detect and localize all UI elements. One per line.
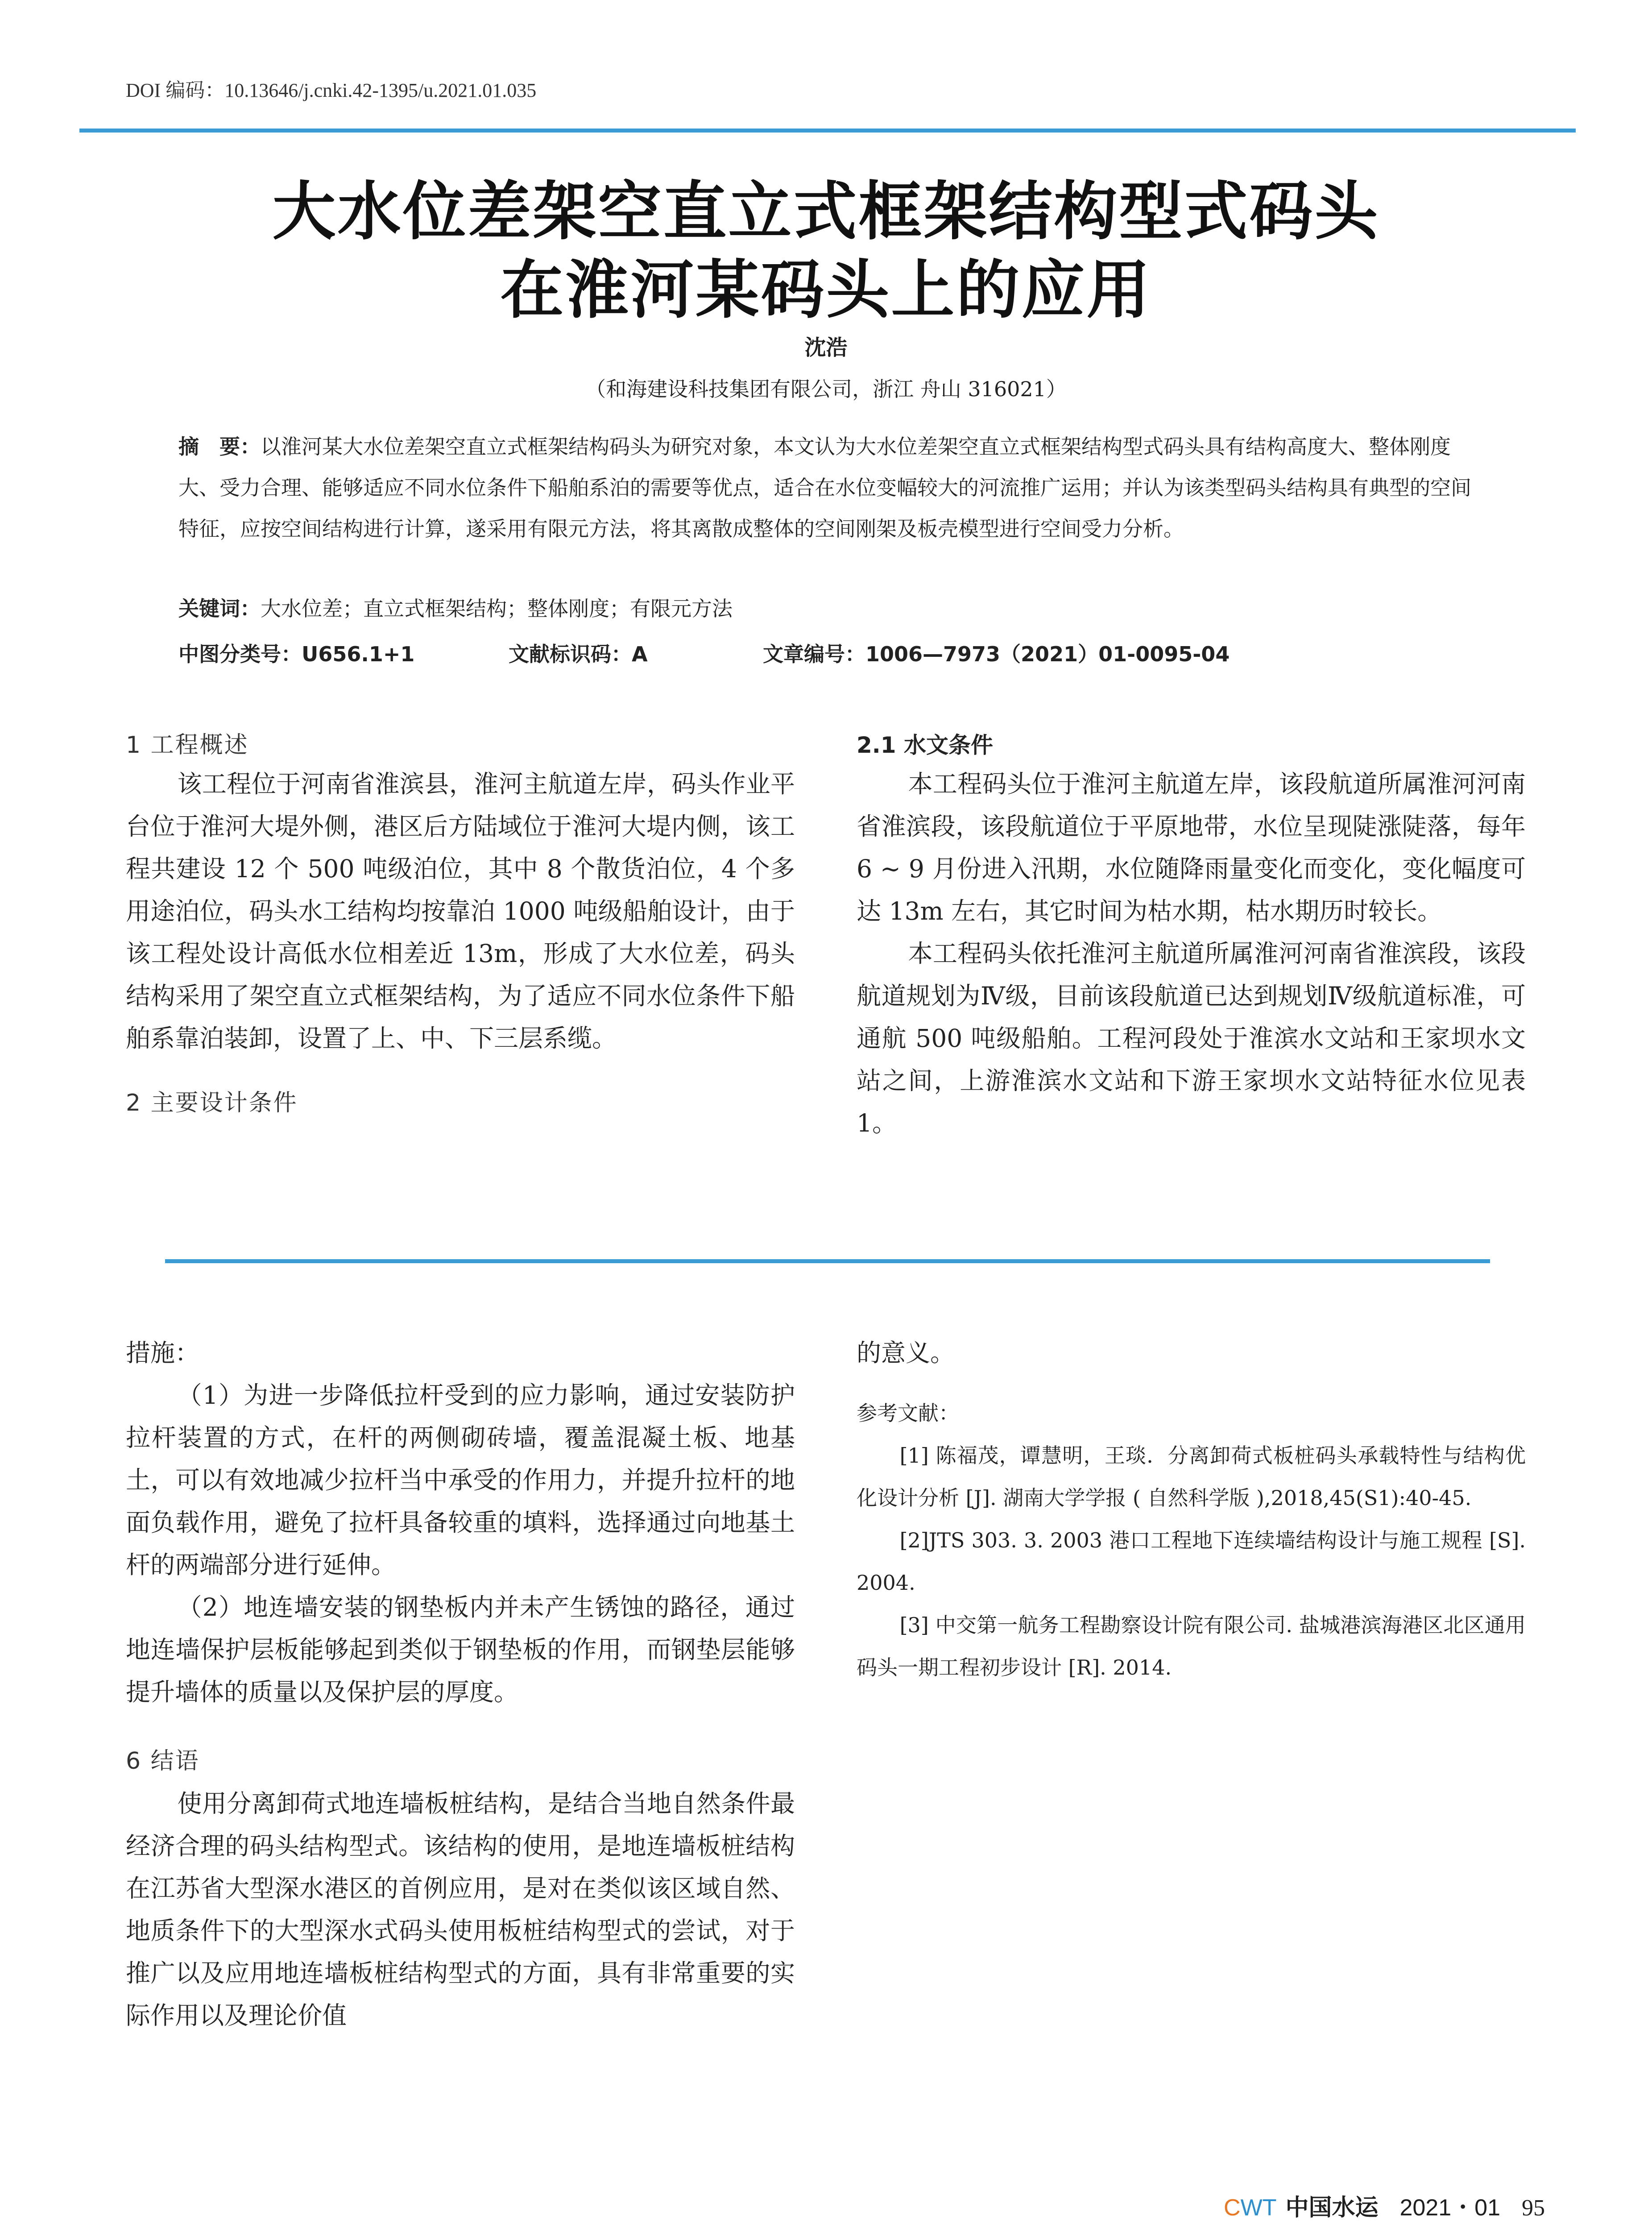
bottom-left-column bbox=[126, 1332, 795, 2037]
issue-number: 2021・01 bbox=[1399, 2195, 1500, 2221]
conclusion-continuation: 的意义。 bbox=[857, 1339, 955, 1367]
page-number: 95 bbox=[1522, 2195, 1545, 2221]
top-right-column bbox=[857, 727, 1526, 1145]
abstract-text: 以淮河某大水位差架空直立式框架结构码头为研究对象，本文认为大水位差架空直立式框架结构型式码头具有结构高度大、整体刚度大、受力合理、能够适应不同水位条件下船舶系泊的需要等优点，适合在水位变幅较大的河流推广运用；并认为该类型码头结构具有典型的空间特征，应按空间结构进行计算，遂采用有限元方法，将其离散成整体的空间刚架及板壳模型进行空间受力分析。 bbox=[178, 435, 1471, 541]
section-1-heading: 1 工程概述 bbox=[126, 732, 249, 759]
keywords-text: 大水位差；直立式框架结构；整体刚度；有限元方法 bbox=[261, 597, 733, 621]
document-code: 文献标识码：A bbox=[509, 642, 648, 666]
keywords bbox=[178, 588, 1486, 629]
clc-number: 中图分类号：U656.1+1 bbox=[178, 642, 415, 666]
section-1-paragraph: 该工程位于河南省淮滨县，淮河主航道左岸，码头作业平台位于淮河大堤外侧，港区后方陆域位于淮河大堤内侧，该工程共建设 12 个 500 吨级泊位，其中 8 个散货泊位，4 个多用途泊位，码头水工结构均按靠泊 1000 吨级船舶设计，由于该工程处设计高低水位相差近 13m，形成了大水位差，码头结构采用了架空直立式框架结构，为了适应不同水位条件下船舶系靠泊装卸，设置了上、中、下三层系缆。 bbox=[126, 770, 795, 1053]
references bbox=[857, 1392, 1526, 1689]
section-divider bbox=[165, 1259, 1490, 1263]
top-rule bbox=[79, 129, 1576, 133]
abstract bbox=[178, 426, 1486, 549]
section-6-heading: 6 结语 bbox=[126, 1748, 200, 1775]
hydrology-paragraph-2: 本工程码头依托淮河主航道所属淮河河南省淮滨段，该段航道规划为Ⅳ级，目前该段航道已达到规划Ⅳ级航道标准，可通航 500 吨级船舶。工程河段处于淮滨水文站和王家坝水文站之间，上游淮滨水文站和下游王家坝水文站特征水位见表 1。 bbox=[857, 939, 1526, 1137]
reference-3: [3] 中交第一航务工程勘察设计院有限公司. 盐城港滨海港区北区通用码头一期工程初步设计 [R]. 2014. bbox=[857, 1613, 1526, 1679]
bottom-right-column bbox=[857, 1332, 1526, 1689]
reference-2: [2]JTS 303. 3. 2003 港口工程地下连续墙结构设计与施工规程 [S]. 2004. bbox=[857, 1528, 1526, 1595]
measures-lead: 措施： bbox=[126, 1339, 200, 1367]
paper-title-line1: 大水位差架空直立式框架结构型式码头 bbox=[272, 174, 1380, 249]
reference-1: [1] 陈福茂，谭慧明，王琰．分离卸荷式板桩码头承载特性与结构优化设计分析 [J]. 湖南大学学报 ( 自然科学版 ),2018,45(S1):40-45. bbox=[857, 1443, 1526, 1510]
article-number: 文章编号：1006—7973（2021）01-0095-04 bbox=[763, 642, 1230, 666]
keywords-label: 关键词： bbox=[178, 597, 261, 621]
affiliation: （和海建设科技集团有限公司，浙江 舟山 316021） bbox=[585, 377, 1067, 401]
hydrology-paragraph-1: 本工程码头位于淮河主航道左岸，该段航道所属淮河河南省淮滨段，该段航道位于平原地带，水位呈现陡涨陡落，每年 6 ~ 9 月份进入汛期，水位随降雨量变化而变化，变化幅度可达 13m 左右，其它时间为枯水期，枯水期历时较长。 bbox=[857, 770, 1526, 925]
author: 沈浩 bbox=[804, 335, 848, 360]
magazine-name: 中国水运 bbox=[1285, 2194, 1379, 2221]
logo-wt: WT bbox=[1240, 2195, 1277, 2221]
measure-item-1: （1）为进一步降低拉杆受到的应力影响，通过安装防护拉杆装置的方式，在杆的两侧砌砖墙，覆盖混凝土板、地基土，可以有效地减少拉杆当中承受的作用力，并提升拉杆的地面负载作用，避免了拉杆具备较重的填料，选择通过向地基土杆的两端部分进行延伸。 bbox=[126, 1381, 795, 1579]
paper-title-line2: 在淮河某码头上的应用 bbox=[500, 253, 1152, 327]
section-2-heading: 2 主要设计条件 bbox=[126, 1090, 298, 1116]
subsection-2-1-heading: 2.1 水文条件 bbox=[857, 732, 993, 758]
page-footer bbox=[1224, 2189, 1545, 2222]
conclusion-paragraph: 使用分离卸荷式地连墙板桩结构，是结合当地自然条件最经济合理的码头结构型式。该结构的使用，是地连墙板桩结构在江苏省大型深水港区的首例应用，是对在类似该区域自然、地质条件下的大型深水式码头使用板桩结构型式的尝试，对于推广以及应用地连墙板桩结构型式的方面，具有非常重要的实际作用以及理论价值 bbox=[126, 1789, 795, 2030]
doi-line: DOI 编码：10.13646/j.cnki.42-1395/u.2021.01.035 bbox=[126, 79, 537, 101]
abstract-label: 摘 要： bbox=[178, 435, 261, 459]
measure-item-2: （2）地连墙安装的钢垫板内并未产生锈蚀的路径，通过地连墙保护层板能够起到类似于钢垫板的作用，而钢垫层能够提升墙体的质量以及保护层的厚度。 bbox=[126, 1593, 795, 1706]
top-left-column bbox=[126, 727, 795, 1124]
references-heading: 参考文献： bbox=[857, 1401, 959, 1425]
classification-line bbox=[178, 634, 1486, 675]
logo-c: C bbox=[1224, 2195, 1241, 2221]
